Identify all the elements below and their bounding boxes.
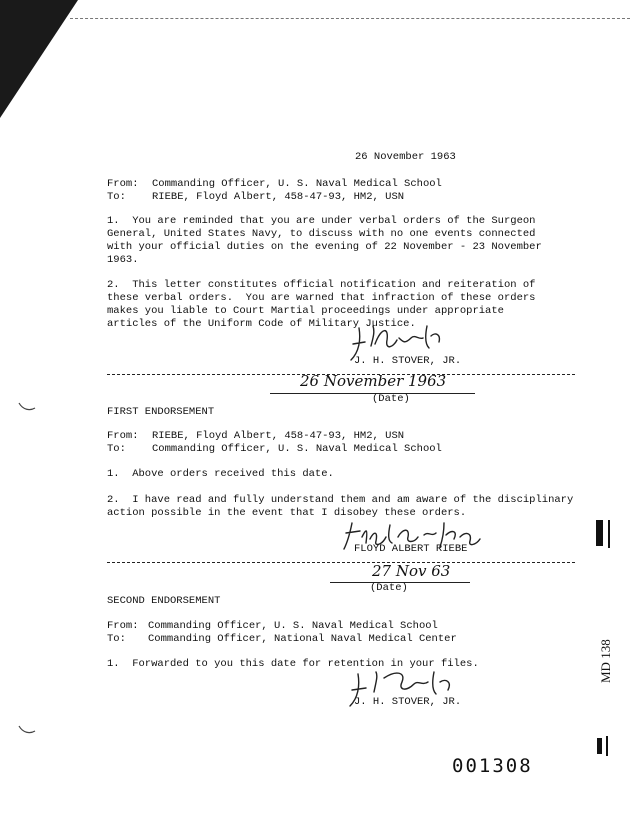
edge-bar-4 bbox=[606, 736, 608, 756]
second-endorsement-heading: SECOND ENDORSEMENT bbox=[107, 595, 221, 607]
letter-date: 26 November 1963 bbox=[355, 151, 456, 163]
first-endorsement-date-caption: (Date) bbox=[370, 582, 408, 594]
scan-corner-shadow bbox=[0, 0, 78, 118]
order-to-label: To: bbox=[107, 191, 126, 203]
order-handwritten-date: 26 November 1963 bbox=[300, 372, 447, 390]
punch-mark-1 bbox=[18, 402, 36, 412]
first-endorsement-to-value: Commanding Officer, U. S. Naval Medical School bbox=[152, 443, 442, 455]
order-paragraph-2-line-2: these verbal orders. You are warned that infraction of these orders bbox=[107, 292, 536, 304]
first-endorsement-to-label: To: bbox=[107, 443, 126, 455]
first-endorsement-paragraph-1: 1. Above orders received this date. bbox=[107, 468, 334, 480]
first-endorsement-paragraph-2-line-2: action possible in the event that I disobey these orders. bbox=[107, 507, 467, 519]
edge-bar-1 bbox=[596, 520, 603, 546]
order-paragraph-1-line-2: General, United States Navy, to discuss with no one events connected bbox=[107, 228, 536, 240]
second-endorsement-to-label: To: bbox=[107, 633, 126, 645]
second-endorsement-to-value: Commanding Officer, National Naval Medical Center bbox=[148, 633, 457, 645]
order-paragraph-2-line-1: 2. This letter constitutes official notification and reiteration of bbox=[107, 279, 536, 291]
document-number: 001308 bbox=[452, 755, 533, 777]
second-endorsement-paragraph-1: 1. Forwarded to you this date for retention in your files. bbox=[107, 658, 479, 670]
first-endorsement-from-value: RIEBE, Floyd Albert, 458-47-93, HM2, USN bbox=[152, 430, 405, 442]
first-endorsement-handwritten-date: 27 Nov 63 bbox=[372, 562, 451, 580]
order-signer-name: J. H. STOVER, JR. bbox=[354, 355, 462, 367]
second-endorsement-from-value: Commanding Officer, U. S. Naval Medical School bbox=[148, 620, 438, 632]
second-endorsement-signer-name: J. H. STOVER, JR. bbox=[354, 696, 462, 708]
side-label: MD 138 bbox=[598, 639, 613, 683]
order-date-caption: (Date) bbox=[372, 393, 410, 405]
order-paragraph-1-line-4: 1963. bbox=[107, 254, 139, 266]
order-from-value: Commanding Officer, U. S. Naval Medical School bbox=[152, 178, 442, 190]
order-paragraph-2-line-4: articles of the Uniform Code of Military Justice. bbox=[107, 318, 416, 330]
second-endorsement-from-label: From: bbox=[107, 620, 139, 632]
scan-top-edge bbox=[70, 18, 630, 19]
first-endorsement-paragraph-2-line-1: 2. I have read and fully understand them and am aware of the disciplinary bbox=[107, 494, 574, 506]
order-from-label: From: bbox=[107, 178, 139, 190]
first-endorsement-from-label: From: bbox=[107, 430, 139, 442]
divider-2 bbox=[107, 562, 575, 563]
edge-bar-2 bbox=[608, 520, 610, 548]
order-paragraph-1-line-1: 1. You are reminded that you are under verbal orders of the Surgeon bbox=[107, 215, 536, 227]
order-paragraph-2-line-3: makes you liable to Court Martial proceedings under appropriate bbox=[107, 305, 504, 317]
order-to-value: RIEBE, Floyd Albert, 458-47-93, HM2, USN bbox=[152, 191, 405, 203]
first-endorsement-heading: FIRST ENDORSEMENT bbox=[107, 406, 215, 418]
edge-bar-3 bbox=[597, 738, 602, 754]
order-paragraph-1-line-3: with your official duties on the evening of 22 November - 23 November bbox=[107, 241, 542, 253]
first-endorsement-signer-name: FLOYD ALBERT RIEBE bbox=[354, 543, 468, 555]
punch-mark-2 bbox=[18, 725, 36, 735]
